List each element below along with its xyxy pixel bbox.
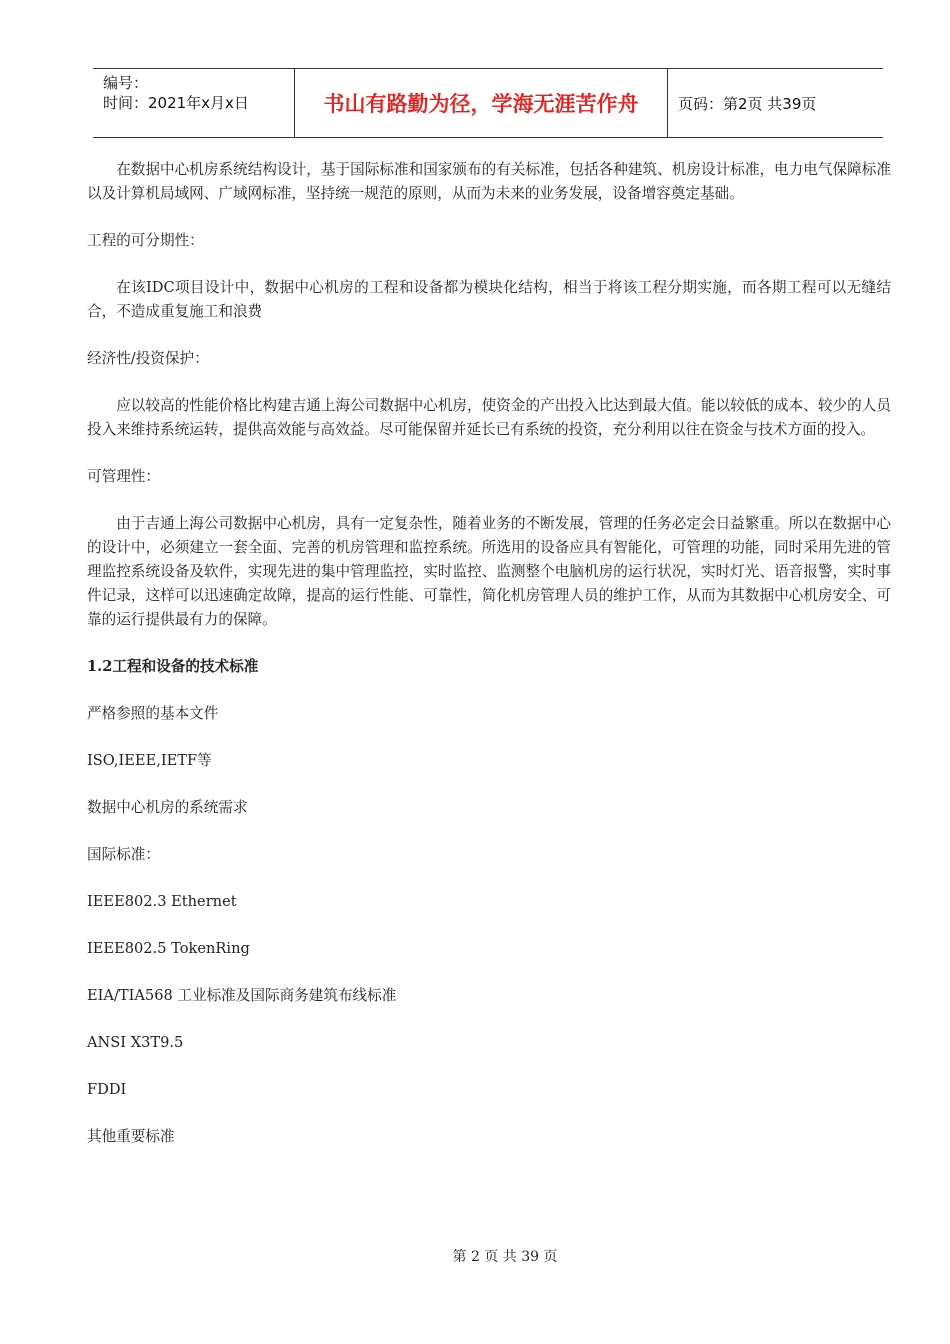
paragraph-manageability: 由于吉通上海公司数据中心机房，具有一定复杂性，随着业务的不断发展，管理的任务必定会日益繁重。所以在数据中心的设计中，必须建立一套全面、完善的机房管理和监控系统。所选用的设备应具有智能化，可管理的功能，同时采用先进的管理监控系统设备及软件，实现先进的集中管理监控，实时监控、监测整个电脑机房的运行状况，实时灯光、语音报警，实时事件记录，这样可以迅速确定故障，提高的运行性能、可靠性，简化机房管理人员的维护工作，从而为其数据中心机房安全、可靠的运行提供最有力的保障。 bbox=[87, 515, 891, 628]
list-item: 其他重要标准 bbox=[87, 1128, 175, 1145]
page-footer bbox=[0, 1246, 950, 1266]
paragraph-phasing: 在该IDC项目设计中，数据中心机房的工程和设备都为模块化结构，相当于将该工程分期实施，而各期工程可以无缝结合，不造成重复施工和浪费 bbox=[87, 279, 891, 320]
list-item: ISO,IEEE,IETF等 bbox=[87, 752, 212, 769]
section-label-manageability: 可管理性： bbox=[87, 468, 160, 485]
header-meta bbox=[93, 69, 295, 137]
document-body bbox=[87, 158, 891, 1172]
doc-number-label: 编号： bbox=[103, 74, 149, 92]
header-page-number: 页码：第2页 共39页 bbox=[678, 94, 817, 113]
list-item: 国际标准： bbox=[87, 846, 160, 863]
list-item: IEEE802.5 TokenRing bbox=[87, 940, 250, 957]
list-item: 数据中心机房的系统需求 bbox=[87, 799, 248, 816]
page-header bbox=[93, 68, 883, 138]
paragraph-design-standards: 在数据中心机房系统结构设计，基于国际标准和国家颁布的有关标准，包括各种建筑、机房设计标准，电力电气保障标准以及计算机局域网、广域网标准，坚持统一规范的原则，从而为未来的业务发展，设备增容奠定基础。 bbox=[87, 161, 891, 202]
footer-page-number: 第 2 页 共 39 页 bbox=[452, 1249, 558, 1265]
header-motto: 书山有路勤为径，学海无涯苦作舟 bbox=[295, 69, 668, 137]
doc-time-label: 时间：2021年x月x日 bbox=[103, 94, 249, 112]
list-item: ANSI X3T9.5 bbox=[87, 1034, 184, 1051]
list-item: FDDI bbox=[87, 1081, 127, 1098]
section-label-phasing: 工程的可分期性： bbox=[87, 232, 204, 249]
list-item: EIA/TIA568 工业标准及国际商务建筑布线标准 bbox=[87, 987, 397, 1004]
section-label-economy: 经济性/投资保护： bbox=[87, 350, 209, 367]
list-item: IEEE802.3 Ethernet bbox=[87, 893, 237, 910]
section-heading-standards: 1.2工程和设备的技术标准 bbox=[87, 658, 259, 675]
paragraph-economy: 应以较高的性能价格比构建吉通上海公司数据中心机房，使资金的产出投入比达到最大值。能以较低的成本、较少的人员投入来维持系统运转，提供高效能与高效益。尽可能保留并延长已有系统的投资，充分利用以往在资金与技术方面的投入。 bbox=[87, 397, 891, 438]
list-item: 严格参照的基本文件 bbox=[87, 705, 219, 722]
